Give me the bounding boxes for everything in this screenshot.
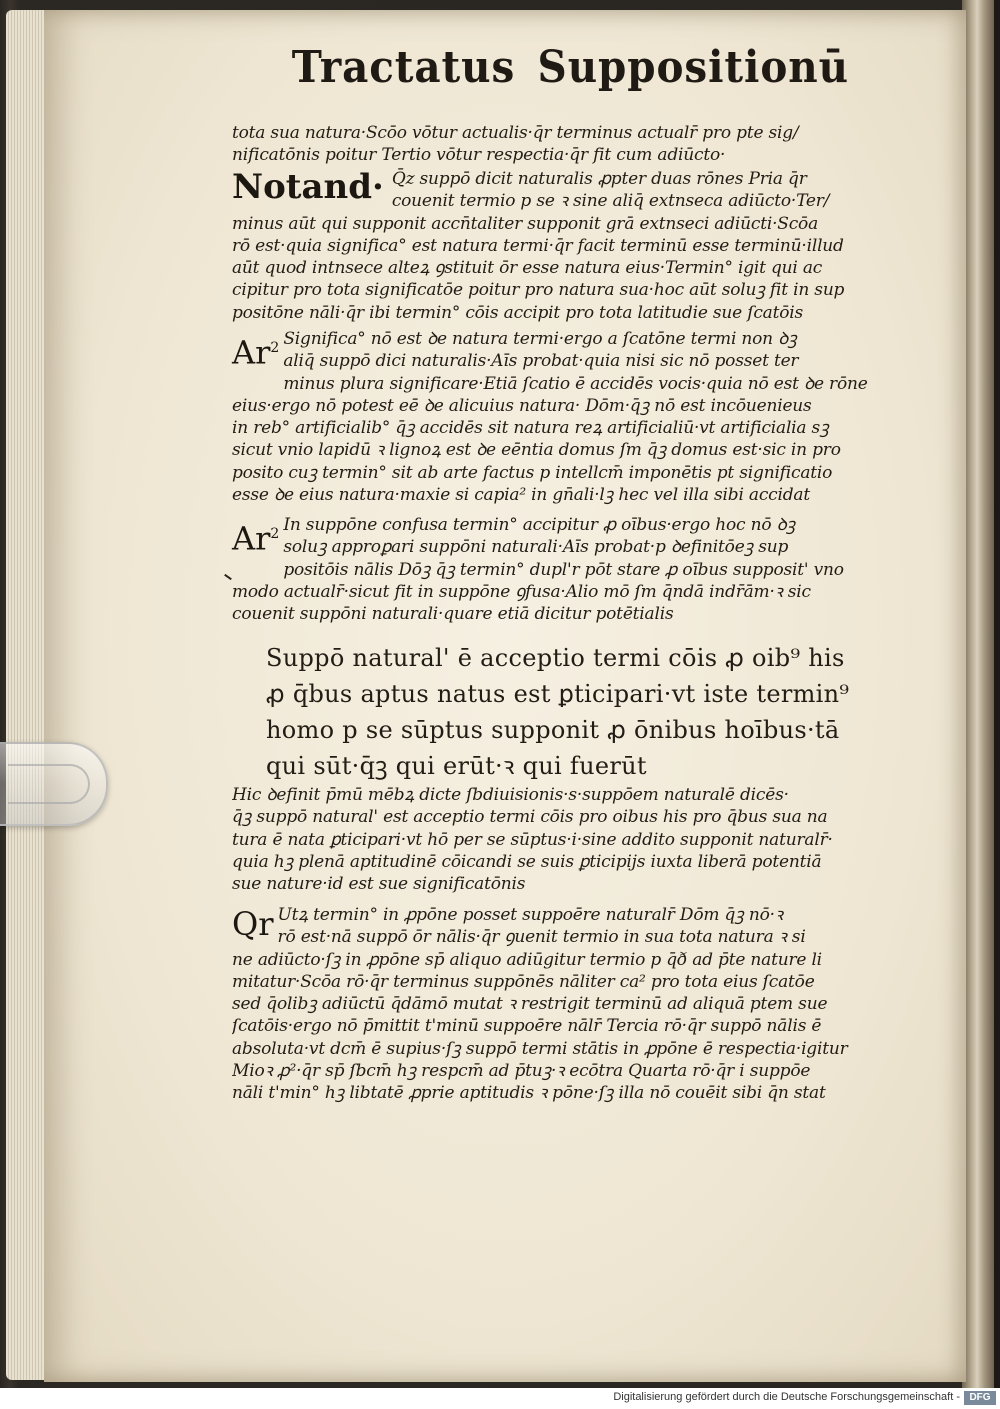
funding-credit: Digitalisierung gefördert durch die Deutsche Forschungsgemeinschaft -	[613, 1391, 960, 1403]
text-line: aliq̄ suppō dici naturalis·Aīs probat·quia nisi sic nō posset ter	[283, 351, 799, 372]
definition-line: homo p se sūptus supponit ꝓ ōnibus hoībus·tā	[266, 716, 840, 744]
text-line: in reb° artificialib° q̄ꝫ accidēs sit natura reꝝ artificialiū·vt artificialia sꝫ	[232, 418, 829, 439]
book-right-edge	[962, 0, 1000, 1388]
text-line: positōis nālis Dōꝫ q̄ꝫ termin° dupl'r pōt stare ꝓ oībus supposit' vno	[283, 559, 844, 580]
book-page	[44, 10, 966, 1382]
text-line: sed q̄olibꝫ adiūctū q̄dāmō mutat ꝛ restrigit terminū ad aliquā ptem sue	[232, 994, 828, 1015]
text-line: Hic ꝺefinit p̄mū mēbꝝ dicte ſbdiuisionis·s·suppōem naturalē dicēs·	[232, 785, 789, 805]
text-line: couenit termio p se ꝛ sine aliq̄ extnseca adiūcto·Ter/	[391, 191, 830, 212]
text-line: minus plura significare·Etiā ſcatio ē accidēs vocis·quia nō est ꝺe rōne	[283, 373, 868, 394]
text-line: absoluta·vt dcm̄ ē supius·ſꝫ suppō termi stātis in ꝓpōne ē respectia·igitur	[232, 1038, 848, 1059]
page-clip	[0, 742, 108, 826]
text-line: Mioꝛ ꝓ²·q̄r sp̄ ſbcm̄ hꝫ respcm̄ ad p̄tuꝫ·ꝛ ecōtra Quarta rō·q̄r i suppōe	[232, 1061, 811, 1082]
text-line: Utꝝ termin° in ꝓpōne posset suppoēre naturalr̄ Dōm q̄ꝫ nō·ꝛ	[277, 905, 783, 925]
running-title-right: Suppositionū	[537, 42, 849, 93]
text-line: couenit suppōni naturali·quare etiā dicitur potētialis	[232, 604, 674, 625]
text-line: eius·ergo nō potest eē ꝺe alicuius natura· Dōm·q̄ꝫ nō est incōuenieus	[232, 395, 812, 416]
argument-2-paragraph	[232, 514, 892, 625]
notandum-initial: Notand·	[232, 167, 384, 207]
text-line: modo actualr̄·sicut fit in suppōne ꝯfusa·Alio mō ſm q̄ndā indr̄ām·ꝛ sic	[232, 581, 811, 602]
text-line: tota sua natura·Scōo vōtur actualis·q̄r terminus actualr̄ pro pte sig/	[232, 123, 799, 143]
text-line: aūt quod intnsece alteꝝ ꝯstituit ōr esse natura eius·Termin° igit qui ac	[232, 258, 823, 279]
question-initial: Qr	[232, 905, 274, 943]
text-line: rō est·nā suppō ōr nālis·q̄r ꝯuenit termio in sua tota natura ꝛ si	[277, 927, 806, 948]
opening-paragraph	[232, 122, 892, 167]
text-line: mitatur·Scōa rō·q̄r terminus suppōnēs nāliter ca² pro tota eius ſcatōe	[232, 971, 815, 992]
argument-1-initial: Ar$^2$	[232, 333, 280, 372]
text-line: q̄ꝫ suppō natural' est acceptio termi cōis pro oibus his pro q̄bus sua na	[232, 807, 828, 828]
text-line: tura ē nata ꝑticipari·vt hō per se sūptus·i·sine addito supponit naturalr̄·	[232, 829, 833, 850]
text-line: Q̄z suppō dicit naturalis ꝓpter duas rōnes Pria q̄r	[391, 169, 807, 189]
dfg-logo-icon: DFG	[964, 1391, 996, 1405]
text-line: nificatōnis poitur Tertio vōtur respectia·q̄r fit cum adiūcto·	[232, 145, 726, 166]
text-line: positōne nāli·q̄r ibi termin° cōis accipit pro tota latitudie sue ſcatōis	[232, 302, 804, 323]
text-line: sicut vnio lapidū ꝛ lignoꝝ est ꝺe eēntia domus ſm q̄ꝫ domus est·sic in pro	[232, 440, 841, 461]
definition-text	[266, 640, 886, 784]
argument-2-initial: Ar$^2$	[232, 519, 280, 558]
text-line: quia hꝫ plenā aptitudinē cōicandi se suis ꝑticipijs iuxta liberā potentiā	[232, 851, 822, 872]
running-title-left: Tractatus	[291, 42, 516, 93]
text-line: Significa° nō est ꝺe natura termi·ergo a ſcatōne termi non ꝺꝫ	[283, 329, 797, 349]
text-line: posito cuꝫ termin° sit ab arte factus p intellcm̄ imponētis pt significatio	[232, 462, 833, 483]
text-line: soluꝫ approꝑari suppōni naturali·Aīs probat·p ꝺefinitōeꝫ sup	[283, 537, 789, 558]
text-line: In suppōne confusa termin° accipitur ꝓ oībus·ergo hoc nō ꝺꝫ	[283, 515, 796, 535]
text-line: ſcatōis·ergo nō p̄mittit t'minū suppoēre nālr̄ Tercia rō·q̄r suppō nālis ē	[232, 1016, 822, 1037]
ink-mark	[224, 574, 232, 580]
argument-1-paragraph	[232, 328, 892, 506]
definition-line: Suppō natural' ē acceptio termi cōis ꝓ oib⁹ his	[266, 644, 845, 672]
running-header	[44, 42, 966, 102]
text-line: ne adiūcto·ſꝫ in ꝓpōne sp̄ aliquo adiūgitur termio p q̄ð ad p̄te nature li	[232, 949, 822, 970]
footer-bar	[0, 1388, 1000, 1409]
text-line: esse ꝺe eius natura·maxie si capia² in gn̄ali·lꝫ hec vel illa sibi accidat	[232, 485, 810, 506]
text-line: cipitur pro tota significatōe poitur pro natura sua·hoc aūt soluꝫ fit in sup	[232, 280, 845, 301]
question-paragraph	[232, 904, 892, 1105]
notandum-paragraph	[232, 168, 892, 324]
text-line: rō est·quia significa° est natura termi·q̄r facit terminū esse terminū·illud	[232, 235, 844, 256]
definition-line: ꝓ q̄bus aptus natus est ꝑticipari·vt iste termin⁹	[266, 680, 850, 708]
commentary-paragraph	[232, 784, 892, 895]
text-line: minus aūt qui supponit accn̄taliter supponit grā extnseci adiūcti·Scōa	[232, 213, 819, 234]
text-line: nāli t'min° hꝫ libtatē ꝓprie aptitudis ꝛ pōne·ſꝫ illa nō couēit sibi q̄n stat	[232, 1083, 826, 1104]
definition-line: qui sūt·q̄ꝫ qui erūt·ꝛ qui fuerūt	[266, 752, 647, 780]
text-line: sue nature·id est sue significatōnis	[232, 874, 526, 895]
